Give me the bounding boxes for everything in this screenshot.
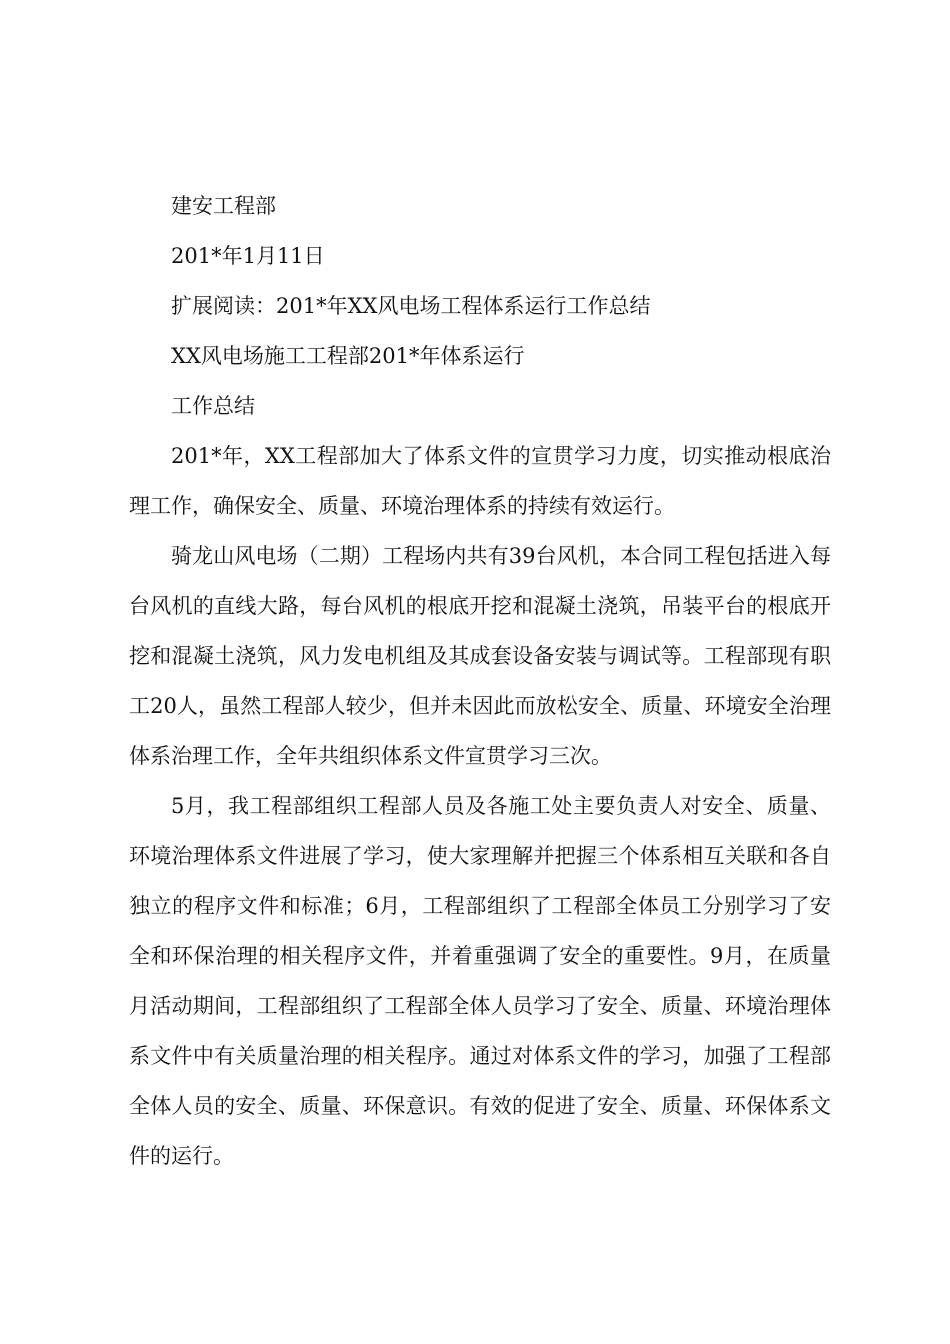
paragraph-training-activities: 5月，我工程部组织工程部人员及各施工处主要负责人对安全、质量、环境治理体系文件进展了学习，使大家理解并把握三个体系相互关联和各自独立的程序文件和标准；6月，工程部组织了工程部全体员工分别学习了安全和环保治理的相关程序文件，并着重强调了安全的重要性。9月，在质量月活动期间，工程部组织了工程部全体人员学习了安全、质量、环境治理体系文件中有关质量治理的相关程序。通过对体系文件的学习，加强了工程部全体人员的安全、质量、环保意识。有效的促进了安全、质量、环保体系文件的运行。 bbox=[129, 794, 831, 1168]
extended-reading-title: 扩展阅读：201*年XX风电场工程体系运行工作总结 bbox=[171, 294, 651, 318]
document-date: 201*年1月11日 bbox=[171, 244, 325, 268]
report-title-line-1: XX风电场施工工程部201*年体系运行 bbox=[171, 344, 525, 368]
department-name: 建安工程部 bbox=[171, 194, 276, 218]
report-title-line-2: 工作总结 bbox=[171, 394, 255, 418]
paragraph-project-overview: 骑龙山风电场（二期）工程场内共有39台风机，本合同工程包括进入每台风机的直线大路，每台风机的根底开挖和混凝土浇筑，吊装平台的根底开挖和混凝土浇筑，风力发电机组及其成套设备安装与调试等。工程部现有职工20人，虽然工程部人较少，但并未因此而放松安全、质量、环境安全治理体系治理工作，全年共组织体系文件宣贯学习三次。 bbox=[129, 544, 831, 768]
paragraph-intro: 201*年，XX工程部加大了体系文件的宣贯学习力度，切实推动根底治理工作，确保安全、质量、环境治理体系的持续有效运行。 bbox=[129, 444, 831, 518]
document-body bbox=[129, 181, 831, 1181]
